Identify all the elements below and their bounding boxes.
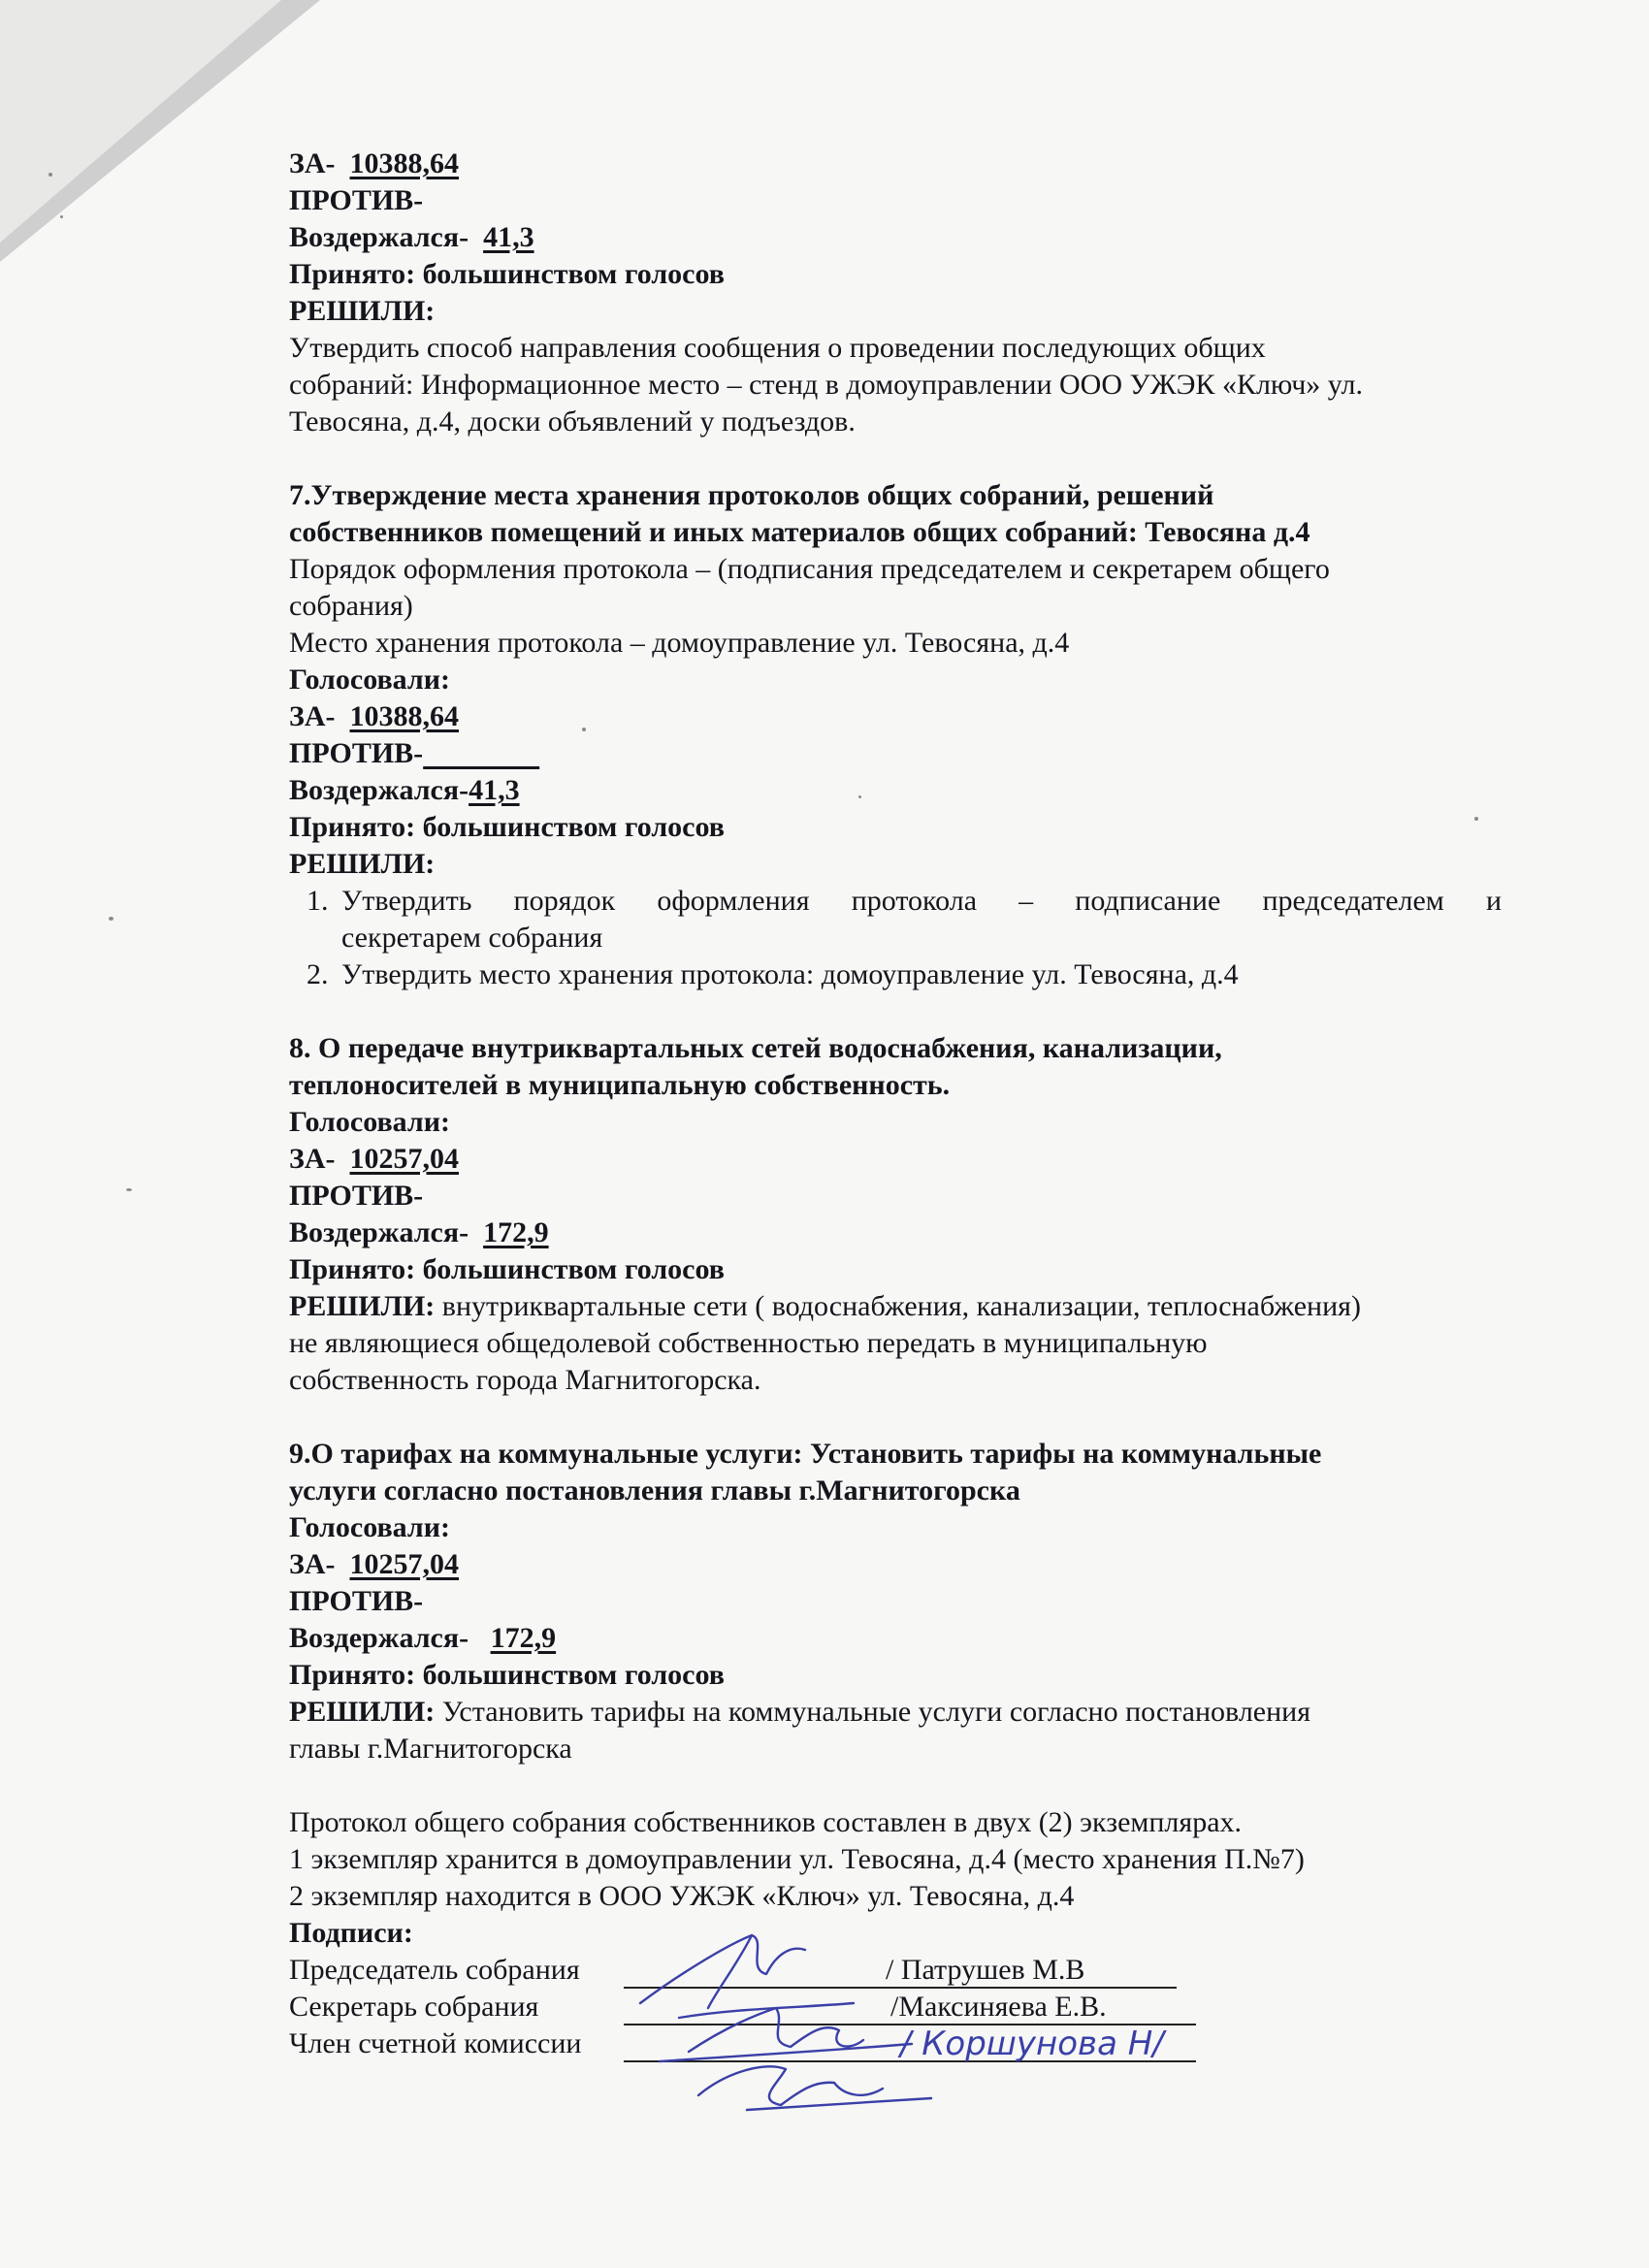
decided-label: РЕШИЛИ: (289, 848, 436, 880)
vote-abstained-label: Воздержался- (289, 1216, 469, 1248)
decision-text-line: собственность города Магнитогорска. (289, 1364, 761, 1396)
closing-line: Протокол общего собрания собственников составлен в двух (2) экземплярах. (289, 1806, 1243, 1838)
vote-against-blank (423, 737, 539, 769)
vote-for-value: 10257,04 (349, 1143, 459, 1175)
vote-result: Принято: большинством голосов (289, 1659, 725, 1691)
scan-speck (48, 173, 52, 177)
vote-result: Принято: большинством голосов (289, 258, 725, 290)
vote-against: ПРОТИВ- (289, 1180, 424, 1212)
voted-label: Голосовали: (289, 1106, 451, 1138)
vote-for-label: ЗА- (289, 1548, 336, 1580)
handwritten-name: / Коршунова Н/ (900, 2025, 1164, 2063)
handwritten-signatures (621, 1916, 1261, 2120)
decision-item-text: 2. Утвердить место хранения протокола: домоуправление ул. Тевосяна, д.4 (341, 958, 1239, 990)
vote-for (289, 1141, 1502, 1178)
decided-line (289, 1288, 1502, 1325)
signature-role: Секретарь собрания (289, 1991, 539, 2023)
item-7-heading: собственников помещений и иных материалов общих собраний: Тевосяна д.4 (289, 516, 1310, 548)
vote-result: Принято: большинством голосов (289, 1253, 725, 1285)
vote-for-value: 10388,64 (349, 700, 459, 732)
signature-role: Председатель собрания (289, 1954, 580, 1986)
item-7-text-line: Порядок оформления протокола – (подписания председателем и секретарем общего (289, 553, 1330, 585)
closing-line: 1 экземпляр хранится в домоуправлении ул. Тевосяна, д.4 (место хранения П.№7) (289, 1843, 1305, 1875)
decision-text-line: не являющиеся общедолевой собственностью передать в муниципальную (289, 1327, 1208, 1359)
decided-label: РЕШИЛИ: (289, 1290, 436, 1322)
decided-label: РЕШИЛИ: (289, 1696, 436, 1728)
scan-speck (126, 1188, 132, 1191)
decided-label: РЕШИЛИ: (289, 295, 436, 327)
signature-role: Член счетной комиссии (289, 2027, 582, 2059)
vote-abstained (289, 1620, 1502, 1657)
decision-text-line: собраний: Информационное место – стенд в домоуправлении ООО УЖЭК «Ключ» ул. (289, 369, 1363, 401)
vote-against-label: ПРОТИВ- (289, 737, 424, 769)
signature-member-stroke (698, 2066, 931, 2110)
decision-list (289, 883, 1502, 993)
vote-abstained-value: 41,3 (469, 774, 520, 806)
vote-abstained (289, 219, 1502, 256)
decision-text: Установить тарифы на коммунальные услуги согласно постановления (435, 1696, 1311, 1728)
item-7-text-line: собрания) (289, 590, 413, 622)
item-8-heading: 8. О передаче внутриквартальных сетей водоснабжения, канализации, (289, 1032, 1222, 1064)
vote-abstained-value: 172,9 (490, 1622, 557, 1654)
vote-abstained-label: Воздержался- (289, 1622, 469, 1654)
vote-abstained (289, 1215, 1502, 1251)
decision-text-line: Тевосяна, д.4, доски объявлений у подъездов. (289, 405, 856, 437)
vote-for-value: 10388,64 (349, 147, 459, 179)
item-7-heading: 7.Утверждение места хранения протоколов общих собраний, решений (289, 479, 1214, 511)
item-7-text-line: Место хранения протокола – домоуправление ул. Тевосяна, д.4 (289, 627, 1070, 659)
protocol-text (289, 146, 1502, 2062)
vote-abstained-value: 41,3 (483, 221, 534, 253)
signature-name: /Максиняева Е.В. (890, 1991, 1107, 2023)
vote-against (289, 735, 1502, 772)
vote-abstained (289, 772, 1502, 809)
vote-abstained-value: 172,9 (483, 1216, 549, 1248)
vote-abstained-label: Воздержался- (289, 774, 469, 806)
item-9-heading: услуги согласно постановления главы г.Магнитогорска (289, 1474, 1020, 1507)
vote-for-value: 10257,04 (349, 1548, 459, 1580)
item-8-heading: теплоносителей в муниципальную собственность. (289, 1069, 951, 1101)
voted-label: Голосовали: (289, 664, 451, 696)
vote-against: ПРОТИВ- (289, 1585, 424, 1617)
decision-text-line: главы г.Магнитогорска (289, 1733, 572, 1765)
decision-text-line: Утвердить способ направления сообщения о проведении последующих общих (289, 332, 1266, 364)
signature-name: / Патрушев М.В (886, 1954, 1085, 1986)
vote-abstained-label: Воздержался- (289, 221, 469, 253)
scan-speck (60, 215, 63, 218)
closing-line: 2 экземпляр находится в ООО УЖЭК «Ключ» ул. Тевосяна, д.4 (289, 1880, 1075, 1912)
vote-for-label: ЗА- (289, 1143, 336, 1175)
decision-item-text: 1. Утвердить порядок оформления протокола – подписание председателем и (341, 885, 1502, 917)
vote-against: ПРОТИВ- (289, 184, 424, 216)
vote-for (289, 698, 1502, 735)
decision-item-text-cont: секретарем собрания (341, 922, 603, 954)
signature-chairman-stroke (640, 1935, 854, 2018)
vote-for-label: ЗА- (289, 147, 336, 179)
decision-text: внутриквартальные сети ( водоснабжения, канализации, теплоснабжения) (435, 1290, 1361, 1322)
scan-speck (109, 917, 113, 921)
decision-item (336, 956, 1502, 993)
vote-for-label: ЗА- (289, 700, 336, 732)
vote-for (289, 146, 1502, 182)
decided-line (289, 1694, 1502, 1731)
vote-result: Принято: большинством голосов (289, 811, 725, 843)
decision-item (336, 883, 1502, 956)
item-9-heading: 9.О тарифах на коммунальные услуги: Установить тарифы на коммунальные (289, 1438, 1322, 1470)
voted-label: Голосовали: (289, 1511, 451, 1543)
vote-for (289, 1546, 1502, 1583)
signatures-label: Подписи: (289, 1917, 413, 1949)
folded-corner-inner (0, 0, 281, 243)
